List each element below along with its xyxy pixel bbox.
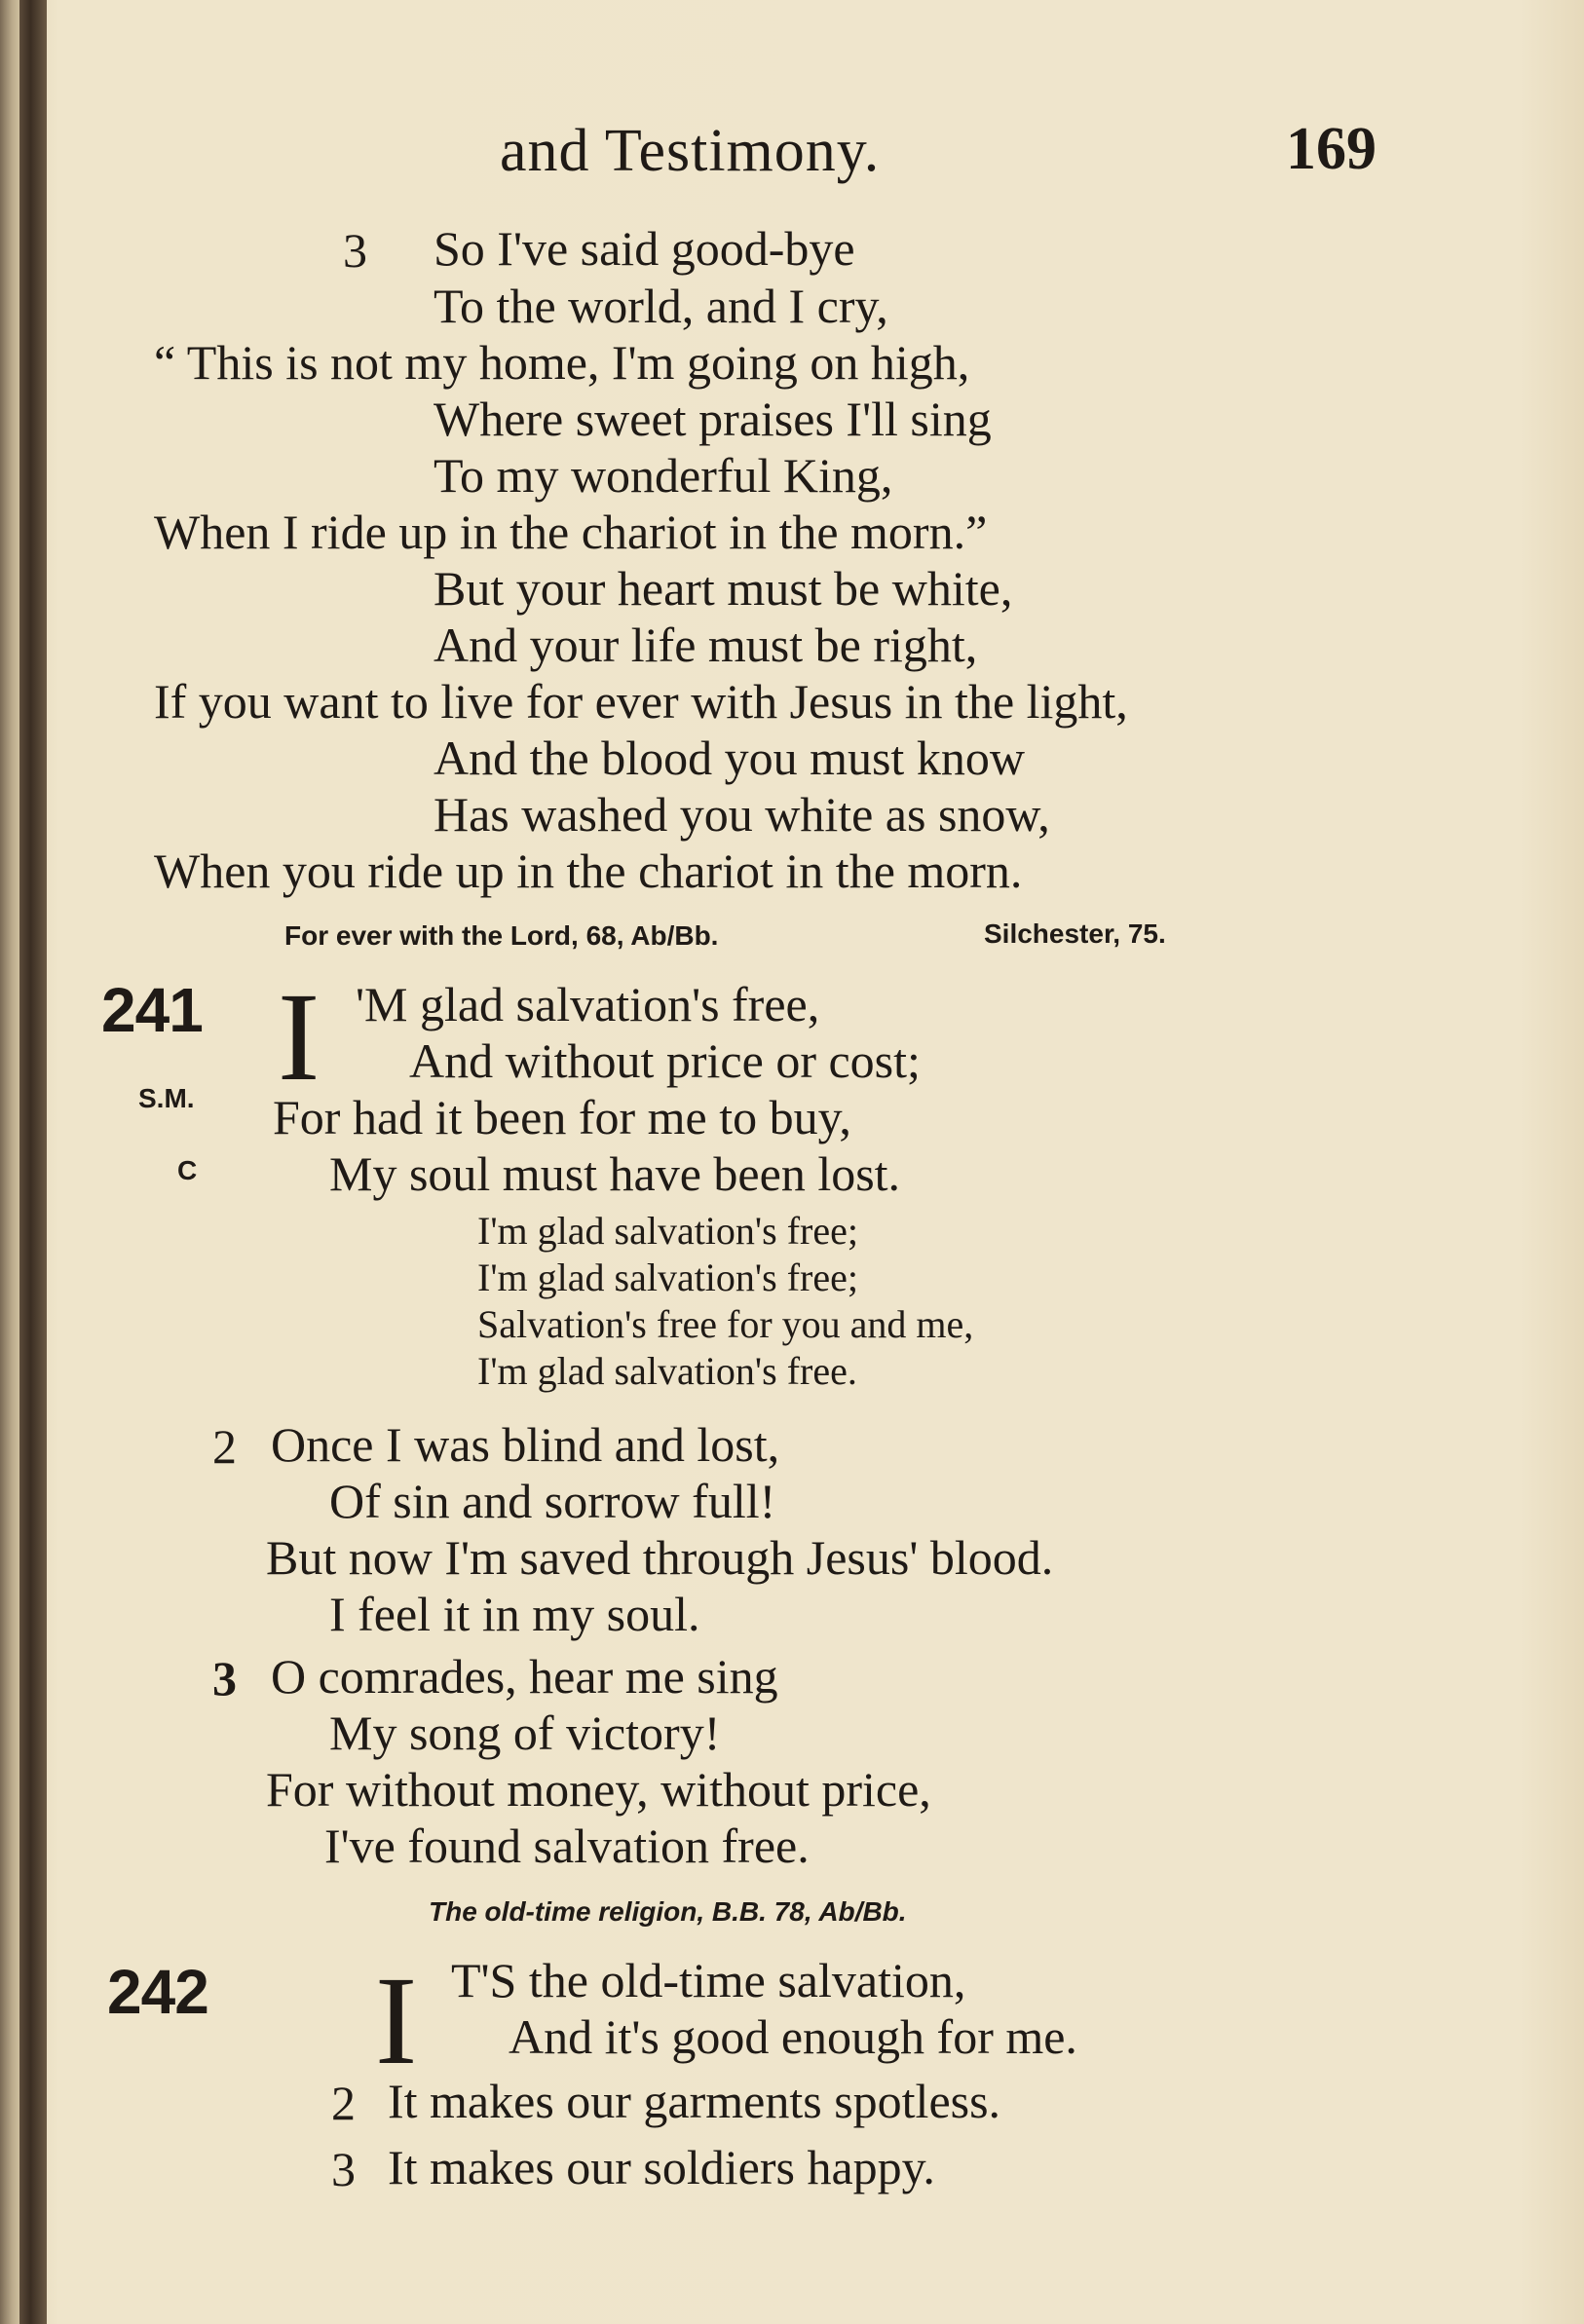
verse-line: And your life must be right, (434, 618, 978, 672)
verse-line: I feel it in my soul. (329, 1587, 700, 1641)
tune-reference: For ever with the Lord, 68, Ab/Bb. (284, 920, 719, 951)
verse-line: But your heart must be white, (434, 561, 1013, 616)
verse-line: T'S the old-time salvation, (451, 1953, 966, 2007)
hymn-meter: S.M. (138, 1083, 195, 1113)
verse-line: I've found salvation free. (324, 1818, 810, 1873)
verse-line: For without money, without price, (266, 1762, 931, 1817)
verse-line: To my wonderful King, (434, 448, 893, 503)
verse-number: 2 (212, 1419, 237, 1474)
verse-number: 3 (343, 223, 367, 278)
tune-name: Silchester, 75. (984, 918, 1166, 949)
verse-line: 'M glad salvation's free, (356, 977, 820, 1031)
verse-line: O comrades, hear me sing (271, 1649, 778, 1704)
verse-line: It makes our garments spotless. (388, 2074, 1001, 2128)
verse-line: To the world, and I cry, (434, 279, 888, 333)
chorus-line: I'm glad salvation's free; (477, 1256, 858, 1299)
verse-line: If you want to live for ever with Jesus in the light, (154, 674, 1128, 729)
verse-line: Of sin and sorrow full! (329, 1474, 776, 1528)
verse-line: Once I was blind and lost, (271, 1417, 780, 1472)
verse-line: And the blood you must know (434, 731, 1025, 785)
verse-number: 2 (331, 2076, 356, 2130)
verse-line: When I ride up in the chariot in the morn.” (154, 505, 988, 559)
verse-line: My soul must have been lost. (329, 1146, 901, 1201)
verse-line: And it's good enough for me. (509, 2009, 1077, 2064)
verse-line: My song of victory! (329, 1706, 721, 1760)
verse-line: When you ride up in the chariot in the morn. (154, 843, 1023, 898)
verse-line: “ This is not my home, I'm going on high, (154, 335, 970, 390)
verse-line: Has washed you white as snow, (434, 787, 1050, 842)
hymn-number: 242 (107, 1957, 208, 2027)
verse-number: 3 (331, 2142, 356, 2196)
chorus-line: Salvation's free for you and me, (477, 1302, 974, 1346)
chorus-line: I'm glad salvation's free. (477, 1349, 857, 1393)
chorus-line: I'm glad salvation's free; (477, 1209, 858, 1253)
drop-cap: I (278, 967, 321, 1107)
drop-cap: I (375, 1951, 418, 2091)
hymn-number: 241 (101, 975, 203, 1045)
page-number: 169 (1286, 116, 1377, 182)
tune-reference: The old-time religion, B.B. 78, Ab/Bb. (429, 1896, 907, 1927)
verse-number: 3 (212, 1651, 237, 1706)
verse-line: Where sweet praises I'll sing (434, 392, 992, 446)
hymn-key: C (177, 1155, 198, 1185)
book-spine (19, 0, 47, 2324)
verse-line: For had it been for me to buy, (273, 1090, 851, 1144)
verse-line: But now I'm saved through Jesus' blood. (266, 1530, 1054, 1585)
verse-line: And without price or cost; (409, 1033, 921, 1088)
verse-line: It makes our soldiers happy. (388, 2140, 935, 2194)
verse-line: So I've said good-bye (434, 221, 855, 276)
running-header-title: and Testimony. (500, 118, 881, 184)
